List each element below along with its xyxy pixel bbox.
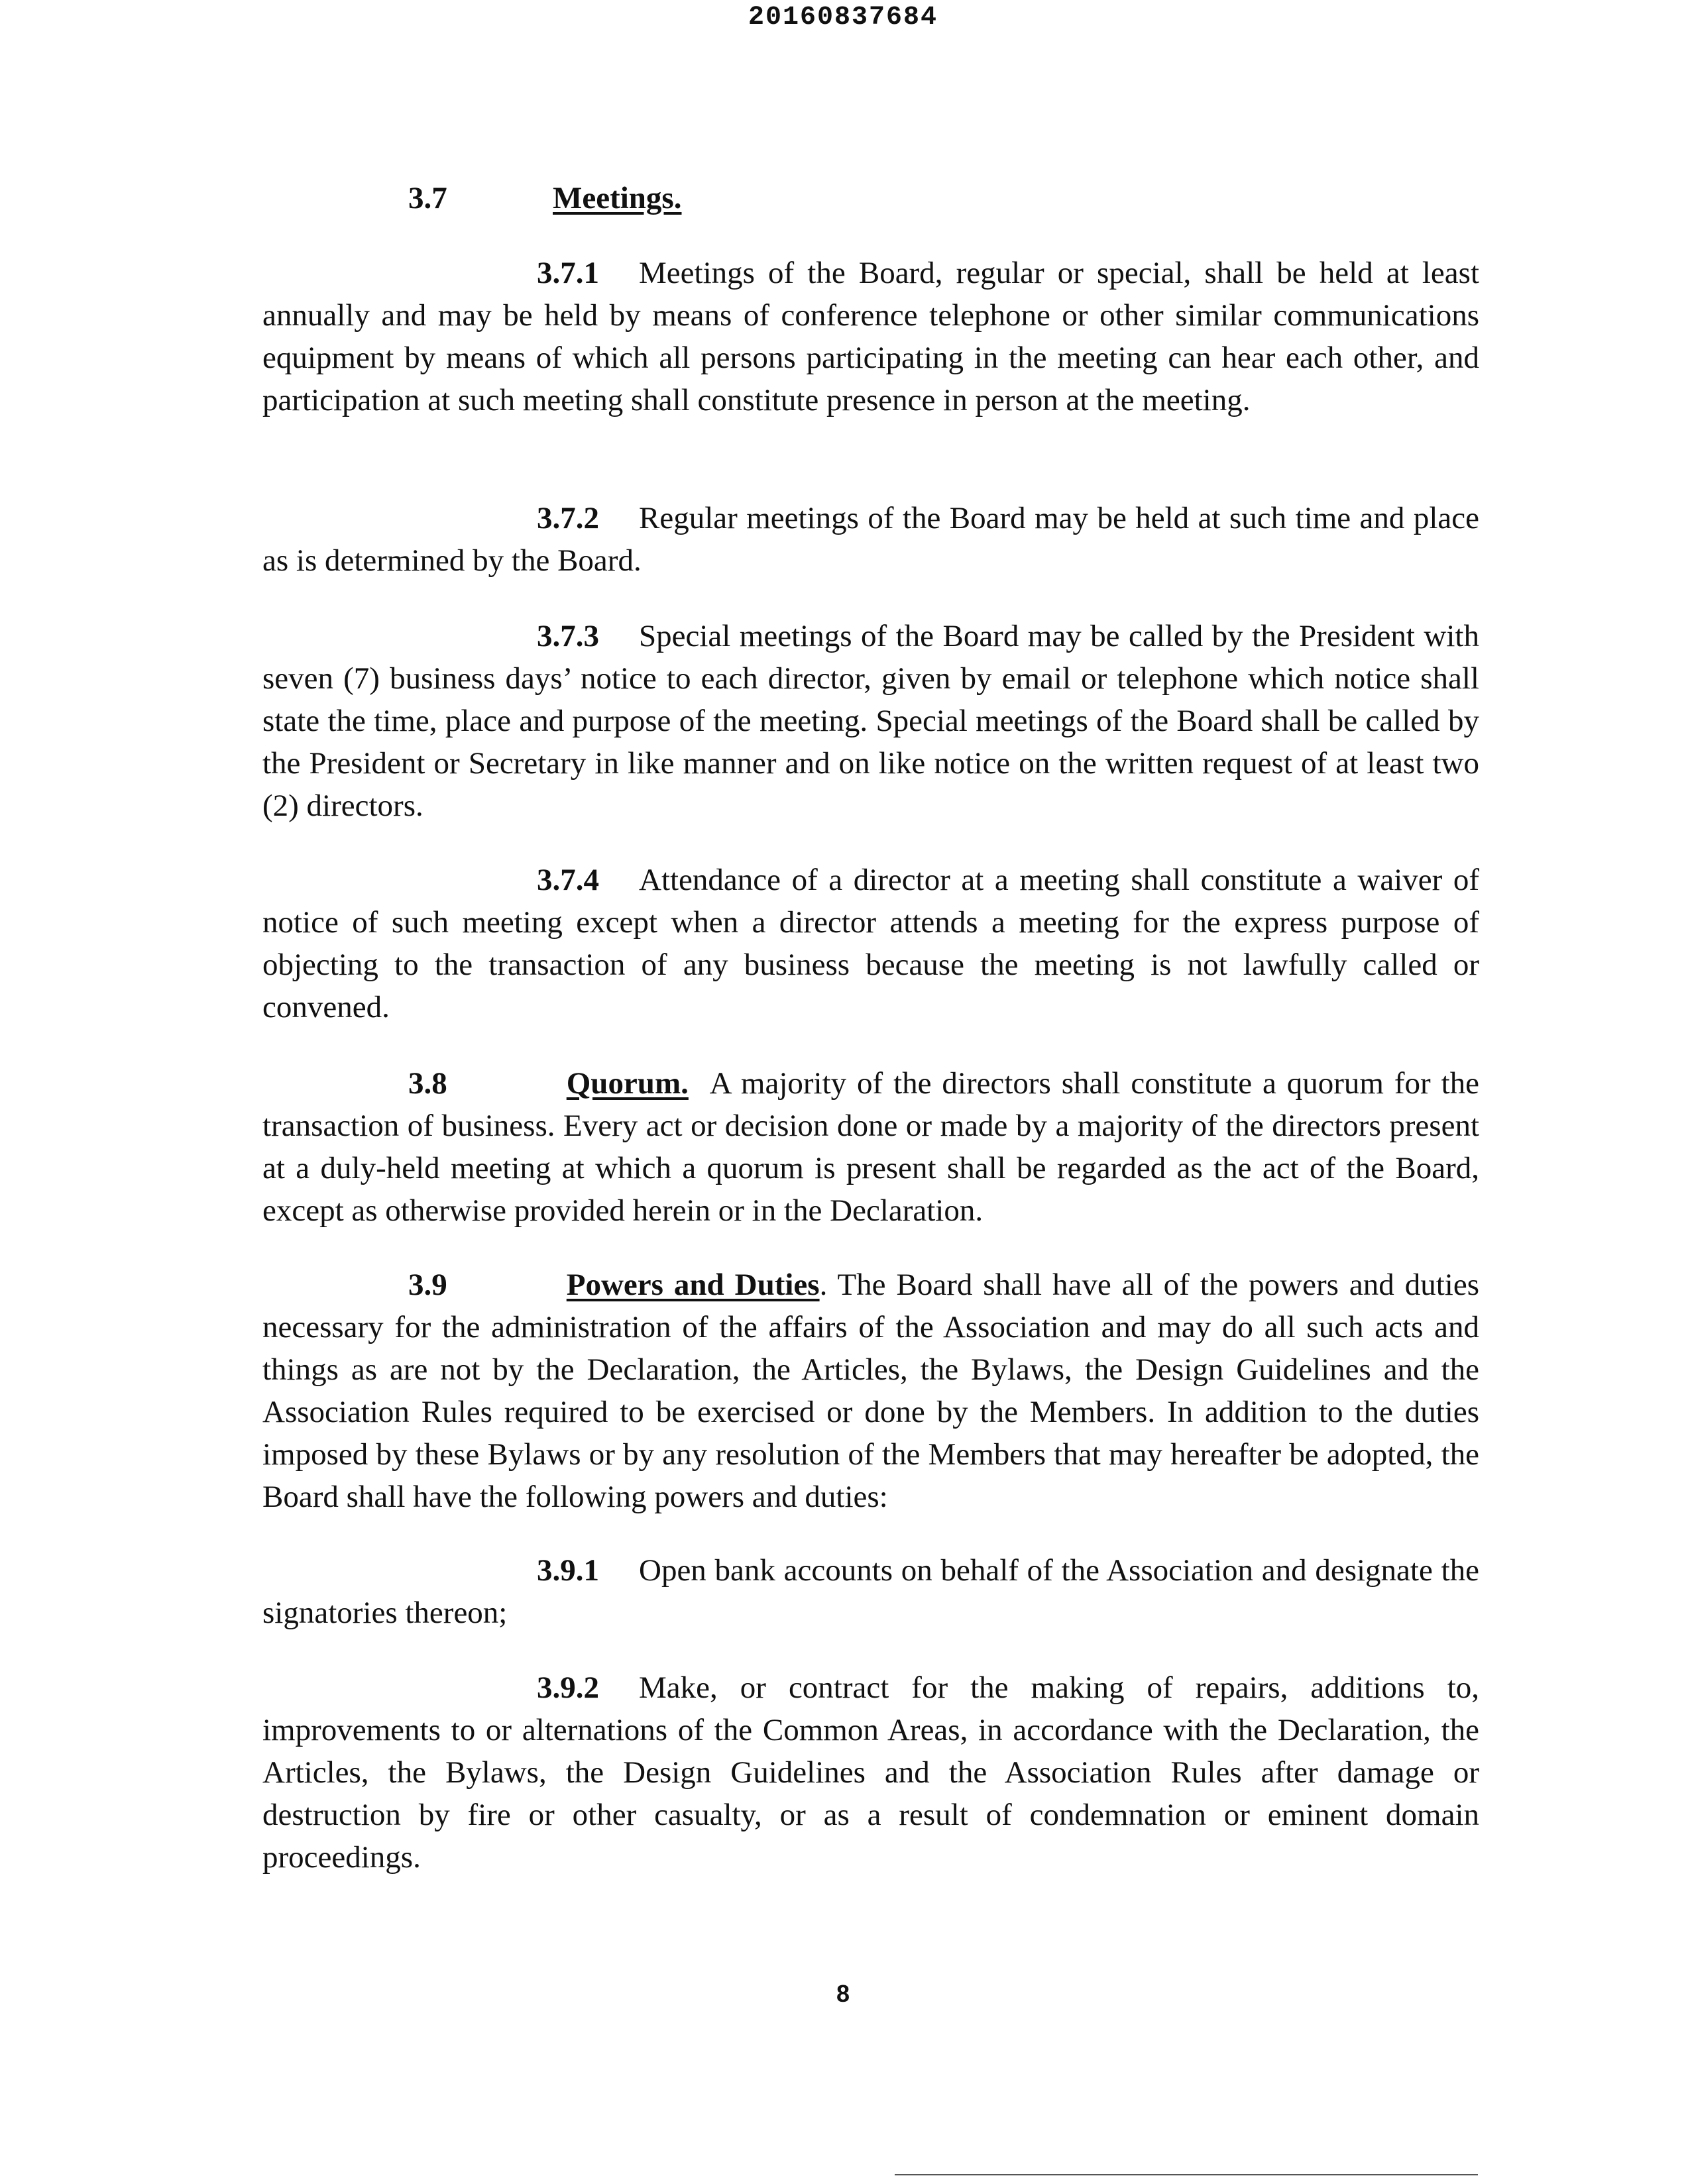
section-title: Meetings. (553, 181, 682, 215)
section-text: Special meetings of the Board may be called by the President with seven (7) business days’ notice to each director, given by email or telephone which notice shall state the time, place and purpose of the meeting. Special meetings of the Board shall be called by the President or Secretary in like manner and on like notice on the written request of at least two (2) directors. (262, 619, 1479, 823)
section-number: 3.8 (408, 1066, 447, 1101)
section-number: 3.7.1 (537, 256, 599, 290)
section-number: 3.7.4 (537, 863, 599, 897)
section-text: . The Board shall have all of the powers and duties necessary for the administration of the affairs of the Association and may do all such acts and things as are not by the Declaration, the Articles, the Bylaws, the Design Guidelines and the Association Rules required to be exercised or done by the Members. In addition to the duties imposed by these Bylaws or by any resolution of the Members that may hereafter be adopted, the Board shall have the following powers and duties: (262, 1268, 1479, 1514)
section-text: Regular meetings of the Board may be held at such time and place as is determined by the Board. (262, 501, 1479, 578)
section-3-9-2 (262, 1666, 1479, 1879)
section-number: 3.9.1 (537, 1553, 599, 1588)
section-text: A majority of the directors shall constitute a quorum for the transaction of business. Every act or decision done or made by a majority of the directors present at a duly-held meeting at which a quorum is present shall be regarded as the act of the Board, except as otherwise provided herein or in the Declaration. (262, 1066, 1480, 1228)
section-3-9 (262, 1264, 1479, 1518)
section-3-7-2 (262, 497, 1479, 582)
section-number: 3.7 (408, 181, 447, 215)
section-3-7-3 (262, 615, 1479, 827)
section-3-9-1 (262, 1549, 1479, 1634)
section-number: 3.9.2 (537, 1670, 599, 1705)
section-title: Quorum. (566, 1066, 689, 1101)
scan-edge-line (895, 2174, 1478, 2175)
section-number: 3.7.3 (537, 619, 599, 653)
section-3-7-1 (262, 252, 1479, 421)
section-title: Powers and Duties (566, 1268, 820, 1302)
section-text: Make, or contract for the making of repairs, additions to, improvements to or alternations of the Common Areas, in accordance with the Declaration, the Articles, the Bylaws, the Design Guidelines and the Association Rules after damage or destruction by fire or other casualty, or as a result of condemnation or eminent domain proceedings. (262, 1670, 1479, 1875)
page-number: 8 (836, 1980, 850, 2007)
section-number: 3.7.2 (537, 501, 599, 535)
section-number: 3.9 (408, 1268, 447, 1302)
document-number: 20160837684 (748, 3, 938, 32)
section-3-7-4 (262, 859, 1479, 1028)
section-text: Attendance of a director at a meeting shall constitute a waiver of notice of such meeting except when a director attends a meeting for the express purpose of objecting to the transaction of any business because the meeting is not lawfully called or convened. (262, 863, 1479, 1024)
section-text: Open bank accounts on behalf of the Association and designate the signatories thereon; (262, 1553, 1479, 1630)
section-text: Meetings of the Board, regular or special, shall be held at least annually and may be held by means of conference telephone or other similar communications equipment by means of which all persons participating in the meeting can hear each other, and participation at such meeting shall constitute presence in person at the meeting. (262, 256, 1479, 417)
section-3-8 (262, 1062, 1479, 1232)
